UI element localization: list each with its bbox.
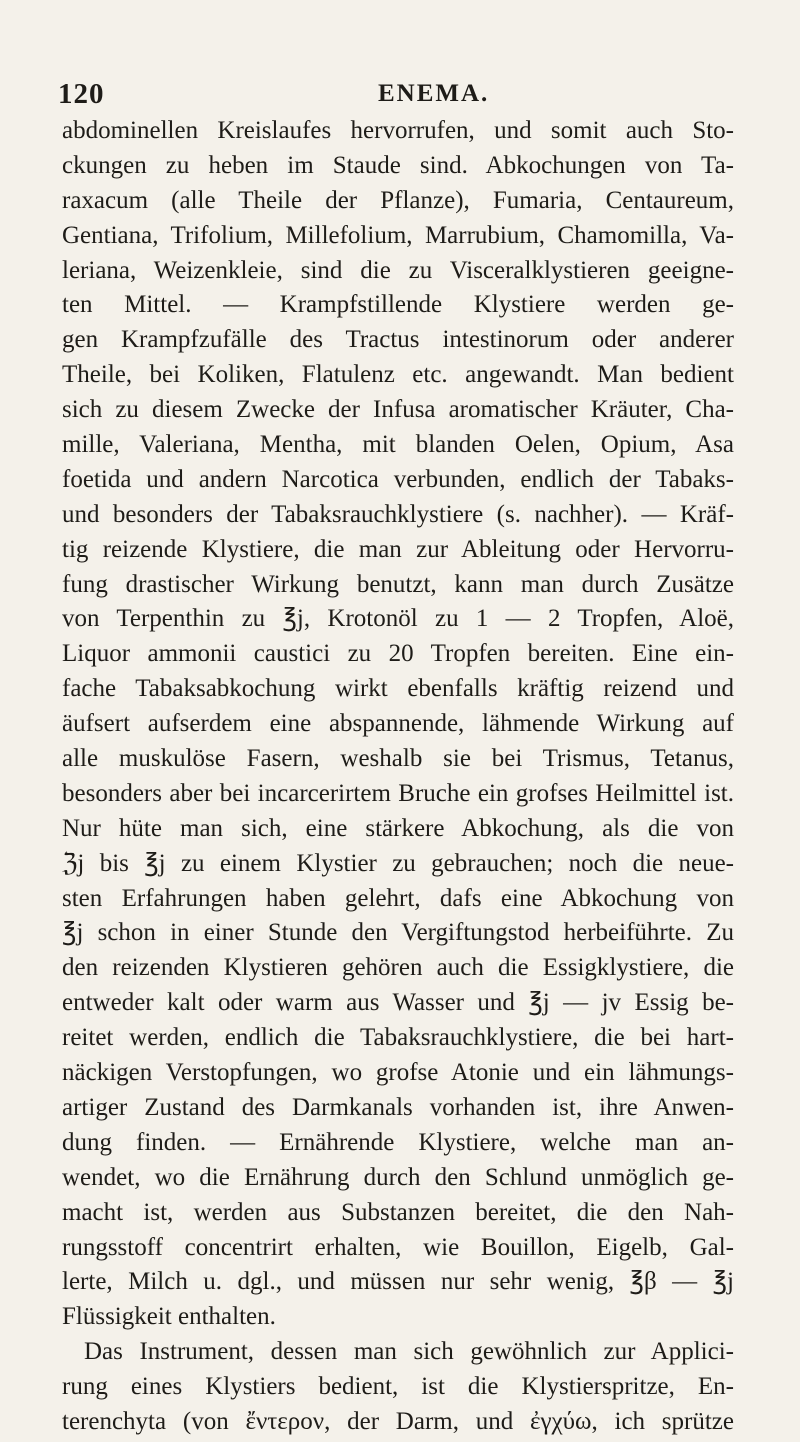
text-line: besonders aber bei incarcerirtem Bruche ein grofses Heilmittel ist. (62, 779, 734, 807)
text-line: rungsstoff concentrirt erhalten, wie Bouillon, Eigelb, Gal- (62, 1233, 734, 1261)
text-line: ckungen zu heben im Staude sind. Abkochungen von Ta- (62, 151, 734, 179)
text-line: mille, Valeriana, Mentha, mit blanden Oelen, Opium, Asa (62, 431, 734, 459)
text-line: macht ist, werden aus Substanzen bereitet, die den Nah- (62, 1198, 734, 1226)
text-line: äufsert aufserdem eine abspannende, lähmende Wirkung auf (62, 710, 734, 738)
text-line: artiger Zustand des Darmkanals vorhanden ist, ihre Anwen- (62, 1093, 734, 1121)
page-header (58, 78, 728, 114)
text-line: entweder kalt oder warm aus Wasser und ℥j — jv Essig be- (62, 989, 734, 1017)
text-line: ten Mittel. — Krampfstillende Klystiere werden ge- (62, 291, 734, 319)
text-line: terenchyta (von ἔντερον, der Darm, und ἐγχύω, ich sprütze (62, 1407, 734, 1435)
text-line: fung drastischer Wirkung benutzt, kann man durch Zusätze (62, 570, 734, 598)
text-line: näckigen Verstopfungen, wo grofse Atonie und ein lähmungs- (62, 1059, 734, 1087)
text-line: sich zu diesem Zwecke der Infusa aromatischer Kräuter, Cha- (62, 396, 734, 424)
text-line: sten Erfahrungen haben gelehrt, dafs eine Abkochung von (62, 884, 734, 912)
text-line: lerte, Milch u. dgl., und müssen nur sehr wenig, ℥β — ℥j (62, 1268, 734, 1296)
text-line: ℨj bis ℥j zu einem Klystier zu gebrauchen; noch die neue- (62, 849, 734, 877)
text-line: Flüssigkeit enthalten. (62, 1303, 276, 1331)
text-line: tig reizende Klystiere, die man zur Ableitung oder Hervorru- (62, 535, 734, 563)
text-line: und besonders der Tabaksrauchklystiere (s. nachher). — Kräf- (62, 500, 734, 528)
text-line: Nur hüte man sich, eine stärkere Abkochung, als die von (62, 814, 734, 842)
body-text (62, 114, 734, 1440)
running-head: ENEMA. (378, 80, 490, 107)
text-line: reitet werden, endlich die Tabaksrauchklystiere, die bei hart- (62, 1024, 734, 1052)
text-line: Gentiana, Trifolium, Millefolium, Marrubium, Chamomilla, Va- (62, 221, 734, 249)
text-line: dung finden. — Ernährende Klystiere, welche man an- (62, 1128, 734, 1156)
text-line: den reizenden Klystieren gehören auch die Essigklystiere, die (62, 954, 734, 982)
text-line: fache Tabaksabkochung wirkt ebenfalls kräftig reizend und (62, 675, 734, 703)
text-line: alle muskulöse Fasern, weshalb sie bei Trismus, Tetanus, (62, 745, 734, 773)
page-number: 120 (58, 78, 105, 110)
text-line: raxacum (alle Theile der Pflanze), Fumaria, Centaureum, (62, 186, 734, 214)
text-line: von Terpenthin zu ℥j, Krotonöl zu 1 — 2 Tropfen, Aloë, (62, 605, 734, 633)
text-line: rung eines Klystiers bedient, ist die Klystierspritze, En- (62, 1373, 734, 1401)
text-line: abdominellen Kreislaufes hervorrufen, und somit auch Sto- (62, 117, 734, 144)
text-line: gen Krampfzufälle des Tractus intestinorum oder anderer (62, 326, 734, 354)
text-line: wendet, wo die Ernährung durch den Schlund unmöglich ge- (62, 1163, 734, 1191)
text-line: Theile, bei Koliken, Flatulenz etc. angewandt. Man bedient (62, 361, 734, 389)
text-line: leriana, Weizenkleie, sind die zu Visceralklystieren geeigne- (62, 256, 734, 284)
text-line: ℥j schon in einer Stunde den Vergiftungstod herbeiführte. Zu (62, 919, 734, 947)
text-line: foetida und andern Narcotica verbunden, endlich der Tabaks- (62, 465, 734, 493)
text-line: Liquor ammonii caustici zu 20 Tropfen bereiten. Eine ein- (62, 640, 734, 668)
text-line: Das Instrument, dessen man sich gewöhnlich zur Applici- (84, 1338, 734, 1366)
